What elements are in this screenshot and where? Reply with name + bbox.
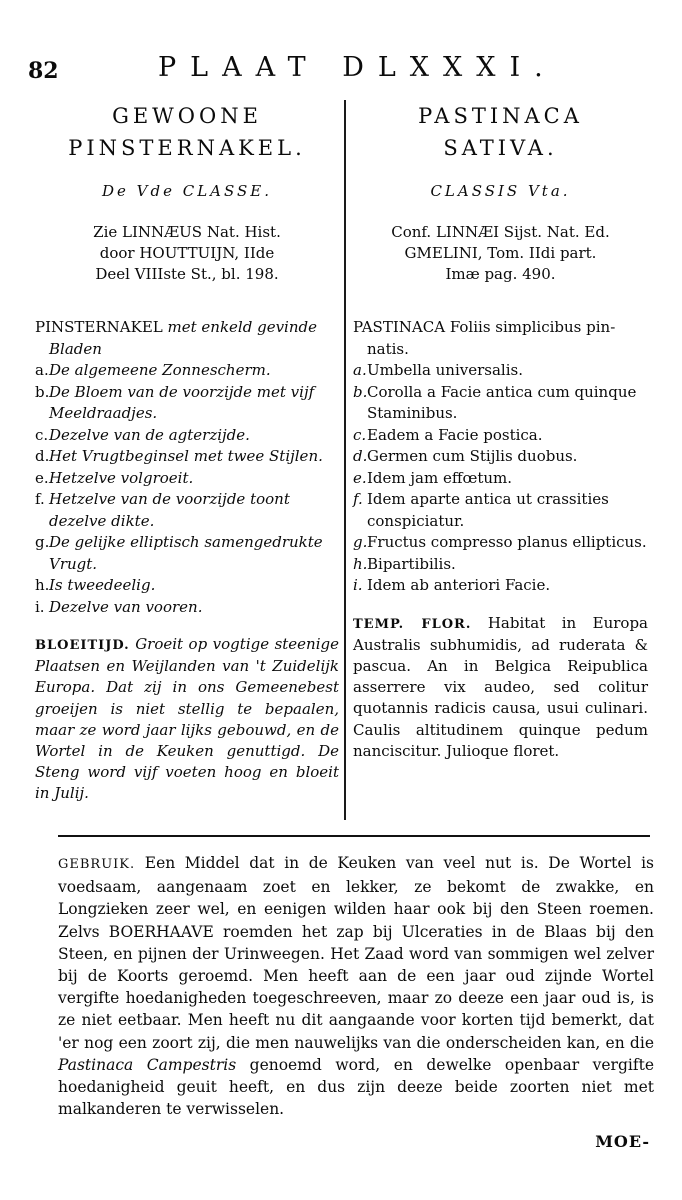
latin-reference-line: Conf. LINNÆI Sijst. Nat. Ed.	[391, 223, 610, 241]
dutch-para-body: Groeit op vogtige steenige Plaatsen en Weijlanden van 't Zuidelijk Europa. Dat zij in ons Gemeenebest groeijen is niet stellig te bepaalen, maar ze word jaar lijks gebouwd, en de Wortel in de Keuken genuttigd. De Steng word vijf voeten hoog en bloeit in Julij.	[35, 635, 339, 803]
latin-name-line2: SATIVA.	[443, 136, 558, 160]
item-mark: a.	[353, 361, 367, 379]
dutch-intro-cont: Bladen	[49, 339, 102, 358]
dutch-flowering-paragraph	[35, 634, 339, 805]
latin-para-lead: TEMP. FLOR.	[353, 616, 472, 632]
item-mark: e.	[35, 468, 49, 487]
item-mark: h.	[353, 554, 368, 573]
item-mark: f.	[353, 490, 363, 508]
latin-intro-head: PASTINACA	[353, 318, 446, 336]
item-mark: e.	[353, 468, 367, 487]
item-text: Germen cum Stijlis duobus.	[367, 447, 578, 465]
item-text: Fructus compresso planus ellipticus.	[367, 533, 647, 551]
list-item	[353, 425, 648, 447]
dutch-reference	[35, 222, 339, 285]
item-mark: i.	[35, 597, 45, 616]
latin-reference-line: GMELINI, Tom. IIdi part.	[404, 244, 597, 262]
page-header	[0, 52, 682, 92]
list-item	[353, 468, 648, 490]
catchword: MOE-	[595, 1132, 650, 1151]
list-item	[353, 532, 648, 554]
list-item	[35, 360, 339, 382]
latin-intro-cont: natis.	[367, 339, 409, 358]
horizontal-rule	[58, 835, 650, 837]
dutch-reference-line: Deel VIIIste St., bl. 198.	[95, 265, 279, 283]
list-item	[353, 382, 648, 425]
dutch-name-line2: PINSTERNAKEL.	[68, 136, 306, 160]
item-mark: f.	[35, 490, 45, 508]
column-divider	[344, 100, 346, 820]
item-text: Corolla a Facie antica cum quinque Staminibus.	[367, 382, 637, 422]
item-mark: g.	[35, 533, 50, 551]
dutch-column	[35, 100, 339, 805]
dutch-intro-head: PINSTERNAKEL	[35, 318, 163, 336]
usage-lead: GEBRUIK.	[58, 857, 136, 872]
usage-text-1: Een Middel dat in de Keuken van veel nut is. De Wortel is voedsaam, aangenaam zoet en lekker, ze bekomt de zwakke, en Longzieken zeer wel, en eenigen wilden haar ook bij den Steen roemen. Zelvs	[58, 854, 654, 941]
latin-name-line1: PASTINACA	[418, 104, 583, 128]
item-mark: c.	[353, 425, 367, 444]
item-text: De Bloem van de voorzijde met vijf Meeldraadjes.	[49, 382, 315, 422]
dutch-intro-rest: met enkeld gevinde	[167, 318, 317, 336]
usage-paragraph	[58, 852, 654, 1120]
list-item	[353, 360, 648, 382]
item-text: De gelijke elliptisch samengedrukte Vrugt.	[49, 533, 323, 573]
list-item	[35, 532, 339, 575]
latin-figure-list	[353, 317, 648, 597]
page-number: 82	[28, 58, 59, 84]
item-mark: d.	[35, 447, 50, 465]
dutch-name-line1: GEWOONE	[112, 104, 262, 128]
latin-intro-rest: Foliis simplicibus pin-	[449, 318, 616, 336]
item-text: Idem aparte antica ut crassities conspiciatur.	[367, 490, 609, 530]
item-text: Hetzelve volgroeit.	[49, 468, 194, 487]
dutch-reference-line: door HOUTTUIJN, IIde	[99, 244, 275, 262]
list-item	[35, 575, 339, 597]
item-mark: b.	[35, 382, 50, 401]
list-item	[353, 489, 648, 532]
usage-italic-name: Pastinaca Campestris	[58, 1055, 237, 1074]
latin-column	[353, 100, 648, 762]
item-text: Hetzelve van de voorzijde toont dezelve dikte.	[49, 490, 290, 530]
list-item	[353, 446, 648, 468]
item-text: Dezelve van vooren.	[49, 597, 203, 616]
item-mark: a.	[35, 361, 49, 379]
list-item	[35, 468, 339, 490]
list-item	[35, 489, 339, 532]
list-item	[353, 554, 648, 576]
item-text: Umbella universalis.	[367, 361, 523, 379]
list-item	[353, 575, 648, 597]
item-text: Is tweedeelig.	[49, 576, 156, 594]
dutch-list-intro	[35, 317, 339, 360]
latin-reference	[353, 222, 648, 285]
latin-list-intro	[353, 317, 648, 360]
dutch-figure-list	[35, 317, 339, 618]
item-text: De algemeene Zonnescherm.	[49, 361, 271, 379]
item-mark: b.	[353, 382, 368, 401]
list-item	[35, 382, 339, 425]
usage-text-2: roemden het zap bij Ulceraties in de Blaas bij den Steen, en pijnen der Urinweegen. Het Zaad word van sommigen wel zelver bij de Koorts geroemd. Men heeft aan de een jaar oud zijnde Wortel vergifte hoedanigheden toegeschreeven, maar zo deeze een jaar oud is, is ze niet eetbaar. Men heeft nu dit aangaande voor korten tijd bemerkt, dat 'er nog een zoort zij, die men nauwelijks van die onderscheiden kan, en die	[58, 922, 654, 1052]
usage-text-3: genoemd word, en dewelke openbaar vergifte hoedanigheid geuit heeft, en dus zijn deeze beide zoorten niet met malkanderen te verwisselen.	[58, 1055, 654, 1119]
item-text: Bipartibilis.	[367, 554, 456, 573]
item-mark: i.	[353, 576, 363, 594]
plate-title: PLAAT DLXXXI.	[158, 52, 557, 83]
usage-name: BOERHAAVE	[108, 922, 214, 941]
latin-flowering-paragraph	[353, 613, 648, 762]
item-mark: g.	[353, 533, 368, 551]
list-item	[35, 446, 339, 468]
dutch-class: De Vde CLASSE.	[101, 182, 273, 200]
list-item	[35, 425, 339, 447]
list-item	[35, 597, 339, 619]
item-text: Idem ab anteriori Facie.	[367, 576, 551, 594]
latin-reference-line: Imæ pag. 490.	[445, 265, 556, 283]
dutch-para-lead: BLOEITIJD.	[35, 638, 130, 653]
dutch-reference-line: Zie LINNÆUS Nat. Hist.	[93, 223, 281, 241]
item-text: Het Vrugtbeginsel met twee Stijlen.	[49, 447, 323, 465]
latin-para-body: Habitat in Europa Australis subhumidis, ad ruderata & pascua. An in Belgica Reipublica asserrere vix audeo, sed colitur quotannis radicis causa, usui culinari. Caulis altitudinem quinque pedum nanciscitur. Julioque floret.	[353, 613, 648, 760]
latin-class: CLASSIS Vta.	[430, 182, 571, 200]
item-text: Eadem a Facie postica.	[367, 425, 543, 444]
item-text: Dezelve van de agterzijde.	[49, 425, 250, 444]
item-mark: d.	[353, 447, 368, 465]
item-mark: c.	[35, 425, 49, 444]
item-text: Idem jam effœtum.	[367, 468, 513, 487]
item-mark: h.	[35, 576, 50, 594]
